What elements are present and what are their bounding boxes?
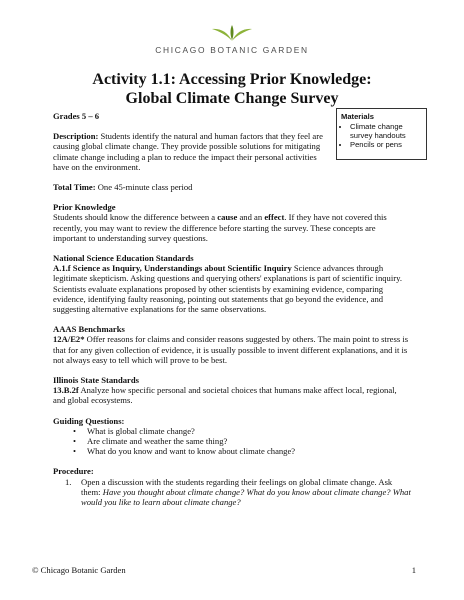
- nses-label: A.1.f Science as Inquiry, Understandings about Scientific Inquiry: [53, 263, 292, 274]
- aaas-label: 12A/E2*: [53, 334, 85, 345]
- guiding-question: • What is global climate change?: [73, 426, 411, 436]
- nses-text: Science advances through legitimate skepticism. Asking questions and querying others' explanations is part of scientific inquiry. Scientists evaluate explanations proposed by other scientists by examining evidence, comparing evidence, identifying faulty reasoning, pointing out statements that go beyond the evidence, and suggesting alternative explanations for the same observations.: [53, 263, 402, 315]
- cause-term: cause: [217, 212, 238, 223]
- procedure-heading: Procedure:: [53, 466, 94, 477]
- aaas-paragraph: [53, 334, 411, 365]
- prior-knowledge-paragraph: [53, 212, 411, 243]
- prior-knowledge-text: Students should know the difference between a: [53, 212, 218, 223]
- step-text: Open a discussion with the students regarding their feelings on global climate change. Ask them:: [81, 476, 393, 497]
- illinois-label: 13.B.2f: [53, 385, 79, 396]
- total-time-paragraph: [53, 182, 411, 192]
- illinois-heading: Illinois State Standards: [53, 375, 139, 386]
- page-footer: [32, 565, 416, 575]
- effect-term: effect: [264, 212, 285, 223]
- description-text: Students identify the natural and human factors that they feel are causing global climate change. They provide possible solutions for mitigating climate change including a plan to reduce the impact their personal activities have on the environment.: [53, 131, 323, 172]
- guiding-question: • What do you know and want to know about climate change?: [73, 446, 411, 456]
- guiding-questions-heading: Guiding Questions:: [53, 415, 125, 426]
- prior-knowledge-heading: Prior Knowledge: [53, 202, 116, 213]
- materials-title: Materials: [341, 112, 374, 121]
- grades-heading: Grades 5 – 6: [53, 111, 100, 121]
- description-paragraph: [53, 131, 328, 172]
- nses-paragraph: [53, 263, 411, 314]
- org-name: CHICAGO BOTANIC GARDEN: [155, 45, 309, 55]
- step-questions: Have you thought about climate change? What do you know about climate change? What would you like to learn about climate change?: [81, 486, 411, 508]
- procedure-list: [53, 477, 411, 508]
- page-number: 1: [411, 565, 416, 575]
- step-number: 1.: [65, 476, 72, 487]
- materials-item: • Climate change survey handouts: [350, 122, 422, 140]
- total-time-text: One 45-minute class period: [95, 182, 193, 193]
- prior-knowledge-text: and an: [237, 212, 265, 223]
- materials-item: • Pencils or pens: [350, 140, 422, 149]
- aaas-heading: AAAS Benchmarks: [53, 324, 125, 335]
- guiding-questions-list: [53, 426, 411, 457]
- guiding-question: • Are climate and weather the same thing?: [73, 436, 411, 446]
- description-label: Description:: [53, 131, 99, 142]
- prior-knowledge-text: . If they have not covered this recently, you may want to review the difference before starting the survey. These concepts are important to understanding survey questions.: [53, 212, 387, 243]
- total-time-label: Total Time:: [53, 182, 96, 193]
- nses-heading: National Science Education Standards: [53, 253, 194, 264]
- illinois-paragraph: [53, 385, 411, 405]
- illinois-text: Analyze how specific personal and societal choices that humans make affect local, regional, and global ecosystems.: [53, 385, 397, 406]
- document-body: [53, 111, 411, 507]
- copyright: © Chicago Botanic Garden: [32, 565, 126, 575]
- title-line-2: Global Climate Change Survey: [125, 90, 339, 107]
- title-line-1: Activity 1.1: Accessing Prior Knowledge:: [92, 71, 372, 88]
- aaas-text: Offer reasons for claims and consider reasons suggested by others. The main point to stress is that for any given collection of evidence, it is usually possible to invent different explanations, and it is not always easy to tell which will prove to be best.: [53, 334, 409, 365]
- logo: [0, 24, 464, 55]
- leaf-logo-icon: [210, 24, 254, 42]
- page-title: [0, 70, 464, 108]
- procedure-step: [53, 477, 411, 508]
